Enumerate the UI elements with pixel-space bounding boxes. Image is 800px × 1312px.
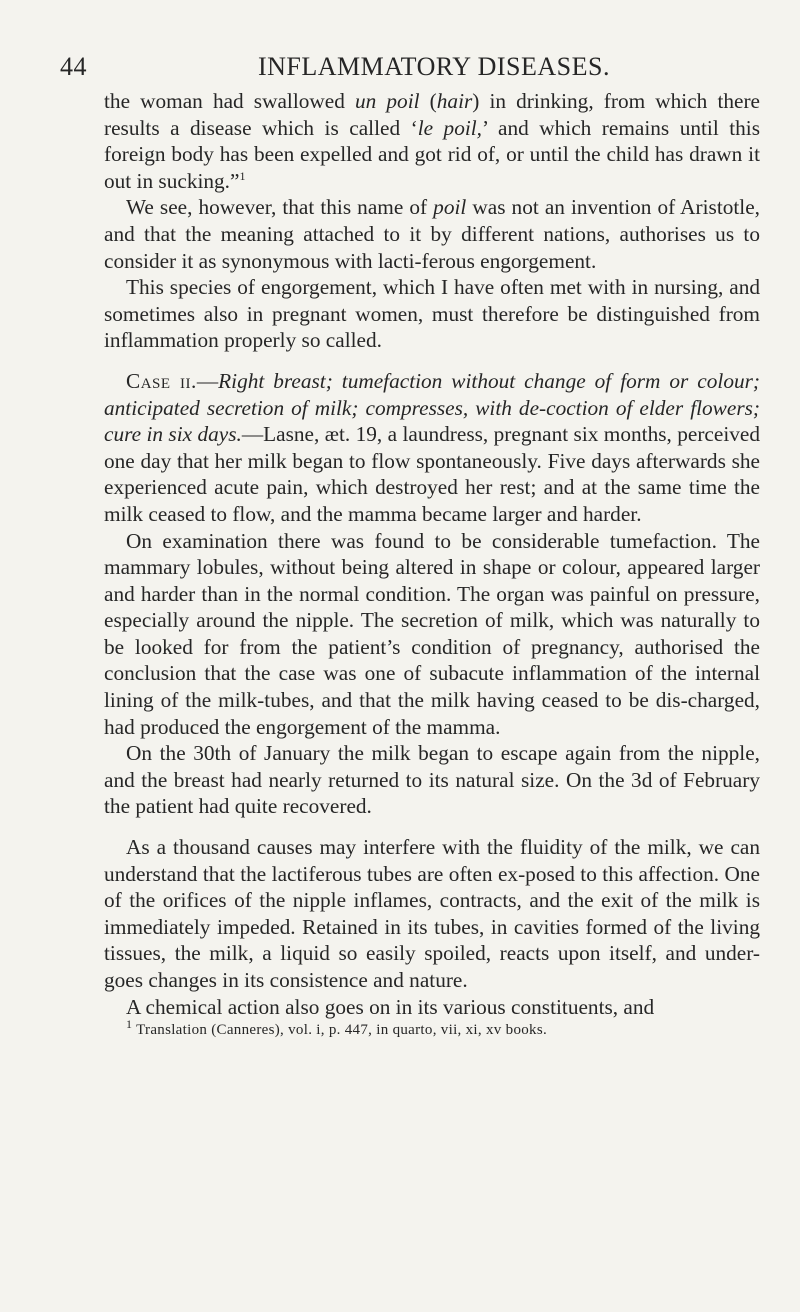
running-title: INFLAMMATORY DISEASES. — [258, 52, 610, 81]
case-title: Right breast; tumefaction without change of form or colour; anticipated secretion of milk; compresses, with de-coction of elder flowers; cure in six days. — [104, 368, 761, 447]
paragraph-1: the woman had swallowed un poil (hair) in drinking, from which there results a disease which is called ‘le poil,’ and which remains until this foreign body has been expelled and got rid of, or until the child has drawn it out in sucking.”$^1$ — [104, 89, 761, 193]
page-number: 44 — [60, 52, 87, 81]
paragraph-3: This species of engorgement, which I have often met with in nursing, and sometimes also in pregnant women, must therefore be distinguished from inflammation properly so called. — [104, 275, 760, 353]
footnote-reference: 1 — [239, 168, 246, 183]
footnote: $^1$ Translation (Canneres), vol. i, p. 447, in quarto, vii, xi, xv books. — [126, 1017, 548, 1039]
case-label: Case ii. — [126, 368, 197, 393]
paragraph-8: A chemical action also goes on in its various constituents, and — [126, 994, 655, 1019]
paragraph-7: As a thousand causes may interfere with the fluidity of the milk, we can understand that the lactiferous tubes are often ex-posed to this affection. One of the orifices of the nipple inflames, contracts, and the exit of the milk is immediately impeded. Retained in its tubes, in cavities formed of the living tissues, the milk, a liquid so easily spoiled, reacts upon itself, and under-goes changes in its consistence and nature. — [104, 835, 760, 992]
page-header — [60, 48, 760, 88]
footnote-marker: 1 — [126, 1017, 133, 1032]
paragraph-5: On examination there was found to be considerable tumefaction. The mammary lobules, without being altered in shape or colour, appeared larger and harder than in the normal condition. The organ was painful on pressure, especially around the nipple. The secretion of milk, which was naturally to be looked for from the patient’s condition of pregnancy, authorised the conclusion that the case was one of subacute inflammation of the internal lining of the milk-tubes, and that the milk having ceased to be dis-charged, had produced the engorgement of the mamma. — [104, 528, 760, 739]
paragraph-2: We see, however, that this name of poil was not an invention of Aristotle, and that the meaning attached to it by different nations, authorises us to consider it as synonymous with lacti-ferous engorgement. — [104, 195, 760, 273]
paragraph-6: On the 30th of January the milk began to escape again from the nipple, and the breast had nearly returned to its natural size. On the 3d of February the patient had quite recovered. — [104, 741, 760, 819]
case-paragraph: Case ii.—Right breast; tumefaction without change of form or colour; anticipated secretion of milk; compresses, with de-coction of elder flowers; cure in six days.—Lasne, æt. 19, a laundress, pregnant six months, perceived one day that her milk began to flow spontaneously. Five days afterwards she experienced acute pain, which destroyed her rest; and at the same time the milk ceased to flow, and the mamma became larger and harder. — [104, 368, 761, 526]
